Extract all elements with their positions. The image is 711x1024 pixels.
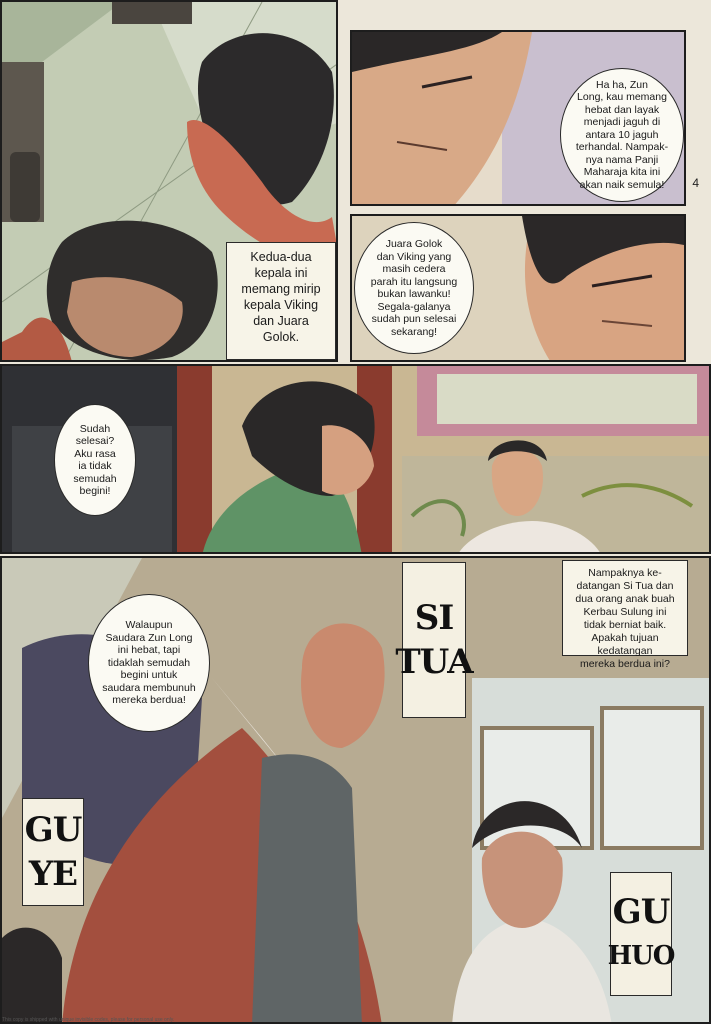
- caption-arrival-question: Nampaknya ke- datangan Si Tua dan dua orang anak buah Kerbau Sulung ini tidak berniat baik. Apakah tujuan kedatangan mereka berdua ini?: [562, 560, 688, 656]
- name-label-gu-huo: [607, 872, 675, 996]
- name-gu-ye-line-2: YE: [28, 854, 78, 894]
- name-label-si-tua: [395, 562, 473, 718]
- bubble-not-easy-to-kill: Walaupun Saudara Zun Long ini hebat, tapi tidaklah semudah begini untuk saudara membunuh mereka berdua!: [88, 594, 210, 732]
- name-gu-ye-line-1: GU: [24, 810, 82, 850]
- name-gu-huo-line-1: GU: [612, 892, 670, 932]
- name-label-gu-ye: [22, 798, 84, 906]
- page-number: 4: [692, 176, 699, 190]
- panel-elder-arrival: [0, 556, 711, 1024]
- caption-heads-resemble: Kedua-dua kepala ini memang mirip kepala Viking dan Juara Golok.: [226, 242, 336, 360]
- panel-severed-heads: [0, 0, 338, 362]
- name-gu-huo-line-2: HUO: [607, 941, 675, 971]
- panel-hero-reply: [350, 214, 686, 362]
- bubble-not-so-easy: Sudah selesai? Aku rasa ia tidak semudah begini!: [54, 404, 136, 516]
- bubble-zun-long-praise: Ha ha, Zun Long, kau memang hebat dan layak menjadi jaguh di antara 10 jaguh terhandal. Nampak- nya nama Panji Maharaja kita ini akan naik semula!: [560, 68, 684, 202]
- name-si-tua-line-2: TUA: [395, 642, 473, 682]
- panel-villain-laugh: [350, 30, 686, 206]
- name-si-tua-line-1: SI: [414, 598, 454, 638]
- panel-interior-doubt: [0, 364, 711, 554]
- footer-notice: This copy is shipped with unique invisible codes, please for personal use only.: [2, 1017, 175, 1023]
- bubble-no-opponent: Juara Golok dan Viking yang masih cedera parah itu langsung bukan lawanku! Segala-galanya sudah pun selesai sekarang!: [354, 222, 474, 354]
